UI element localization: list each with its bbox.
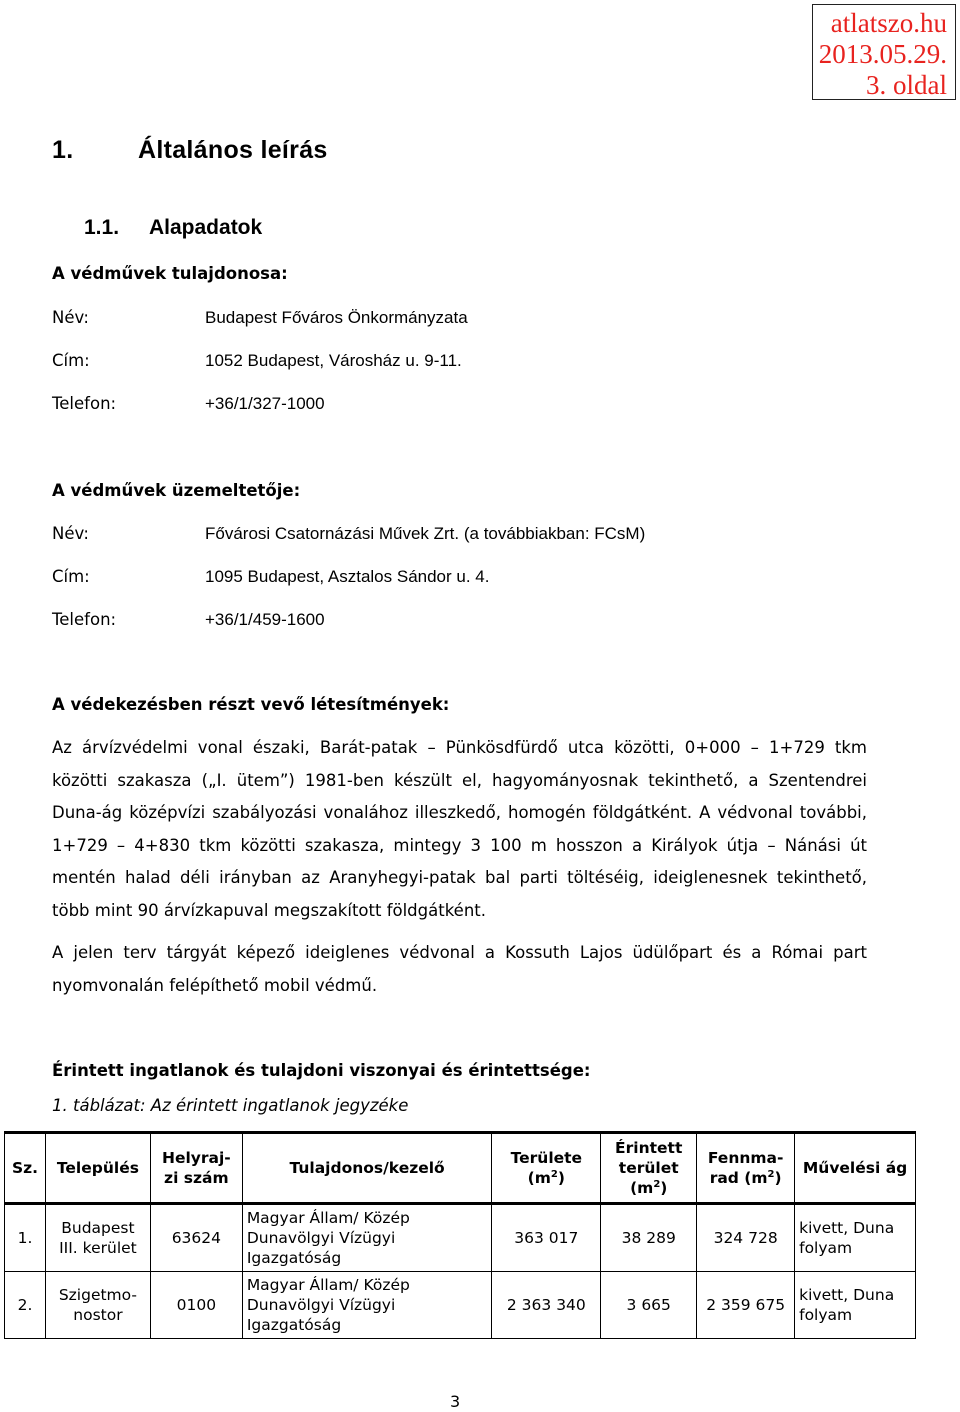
- properties-heading: Érintett ingatlanok és tulajdoni viszonyai és érintettsége:: [52, 1061, 591, 1080]
- owner-phone-row: [52, 394, 325, 414]
- subsection-title: Alapadatok: [149, 216, 263, 239]
- cell-owner: Magyar Állam/ Közép Dunavölgyi Vízügyi Igazgatóság: [242, 1204, 492, 1272]
- owner-phone-label: Telefon:: [52, 394, 117, 413]
- col-header-area-sup: 2: [550, 1168, 558, 1180]
- col-header-area: [492, 1133, 601, 1204]
- page-number: 3: [450, 1392, 461, 1411]
- cell-parcel: 63624: [150, 1204, 242, 1272]
- owner-name-value: Budapest Főváros Önkormányzata: [205, 308, 468, 327]
- col-header-area-close: ): [557, 1169, 565, 1187]
- cell-cultivation: kivett, Duna folyam: [795, 1204, 916, 1272]
- col-header-affected-sup: 2: [653, 1178, 661, 1190]
- col-header-settlement: Település: [45, 1133, 150, 1204]
- operator-address-label: Cím:: [52, 567, 90, 586]
- owner-name-label: Név:: [52, 308, 89, 327]
- operator-heading: A védművek üzemeltetője:: [52, 481, 301, 500]
- cell-settlement: Budapest III. kerület: [45, 1204, 150, 1272]
- operator-name-label: Név:: [52, 524, 89, 543]
- table-header-row: [5, 1133, 916, 1204]
- cell-settlement: Szigetmo-nostor: [45, 1272, 150, 1339]
- col-header-parcel: Helyraj-zi szám: [150, 1133, 242, 1204]
- stamp-page: 3. oldal: [866, 70, 947, 100]
- operator-phone-label: Telefon:: [52, 610, 117, 629]
- cell-area: 2 363 340: [492, 1272, 601, 1339]
- cell-owner: Magyar Állam/ Közép Dunavölgyi Vízügyi Igazgatóság: [242, 1272, 492, 1339]
- cell-remaining: 324 728: [697, 1204, 795, 1272]
- facilities-paragraph-1: [52, 732, 867, 927]
- owner-heading: A védművek tulajdonosa:: [52, 264, 288, 283]
- owner-phone-value: +36/1/327-1000: [205, 394, 325, 413]
- section-heading: [52, 136, 328, 165]
- operator-address-row: [52, 567, 489, 587]
- cell-cultivation: kivett, Duna folyam: [795, 1272, 916, 1339]
- cell-affected: 3 665: [601, 1272, 697, 1339]
- col-header-affected-close: ): [660, 1179, 668, 1197]
- facilities-paragraph-2: [52, 937, 867, 1002]
- table-caption: 1. táblázat: Az érintett ingatlanok jegyzéke: [52, 1096, 409, 1115]
- col-header-remaining-text: Fennma-rad (m: [707, 1149, 784, 1187]
- properties-table: [4, 1131, 916, 1339]
- section-number: 1.: [52, 136, 74, 164]
- col-header-area-text: Területe (m: [510, 1149, 583, 1187]
- facilities-paragraph-2-text: A jelen terv tárgyát képező ideiglenes védvonal a Kossuth Lajos üdülőpart és a Római part nyomvonalán felépíthető mobil védmű.: [52, 943, 867, 995]
- cell-area: 363 017: [492, 1204, 601, 1272]
- table-row: [5, 1272, 916, 1339]
- facilities-heading: A védekezésben részt vevő létesítmények:: [52, 695, 450, 714]
- operator-phone-row: [52, 610, 325, 630]
- operator-address-value: 1095 Budapest, Asztalos Sándor u. 4.: [205, 567, 490, 586]
- operator-name-value: Fővárosi Csatornázási Művek Zrt. (a továbbiakban: FCsM): [205, 524, 646, 543]
- cell-parcel: 0100: [150, 1272, 242, 1339]
- col-header-cultivation: Művelési ág: [795, 1133, 916, 1204]
- col-header-remaining: [697, 1133, 795, 1204]
- col-header-remaining-close: ): [774, 1169, 782, 1187]
- owner-address-label: Cím:: [52, 351, 90, 370]
- facilities-paragraph-1-text: Az árvízvédelmi vonal északi, Barát-patak – Pünkösdfürdő utca közötti, 0+000 – 1+729 tkm közötti szakasza („I. ütem”) 1981-ben készült el, hagyományosnak tekinthető, a Szentendrei Duna-ág középvízi szabályozási vonalához illeszkedő, homogén földgátként. A védvonal további, 1+729 – 4+830 tkm közötti szakasza, mintegy 3 100 m hosszon a Királyok útja – Nánási út mentén halad déli irányban az Aranyhegyi-patak bal parti töltéséig, ideiglenesnek tekinthető, több mint 90 árvízkapuval megszakított földgátként.: [52, 738, 867, 920]
- subsection-heading: [84, 216, 262, 240]
- stamp-site: atlatszo.hu: [830, 8, 947, 38]
- col-header-no: Sz.: [5, 1133, 46, 1204]
- section-title: Általános leírás: [138, 136, 328, 164]
- cell-affected: 38 289: [601, 1204, 697, 1272]
- owner-address-value: 1052 Budapest, Városház u. 9-11.: [205, 351, 462, 370]
- col-header-remaining-sup: 2: [767, 1168, 775, 1180]
- operator-name-row: [52, 524, 645, 544]
- table-row: [5, 1204, 916, 1272]
- operator-phone-value: +36/1/459-1600: [205, 610, 325, 629]
- col-header-affected-text: Érintett terület (m: [615, 1139, 683, 1197]
- cell-no: 1.: [5, 1204, 46, 1272]
- source-stamp: [812, 4, 956, 100]
- col-header-owner: Tulajdonos/kezelő: [242, 1133, 492, 1204]
- cell-no: 2.: [5, 1272, 46, 1339]
- owner-address-row: [52, 351, 462, 371]
- owner-name-row: [52, 308, 468, 328]
- cell-remaining: 2 359 675: [697, 1272, 795, 1339]
- subsection-number: 1.1.: [84, 216, 120, 239]
- col-header-affected: [601, 1133, 697, 1204]
- stamp-date: 2013.05.29.: [818, 39, 947, 69]
